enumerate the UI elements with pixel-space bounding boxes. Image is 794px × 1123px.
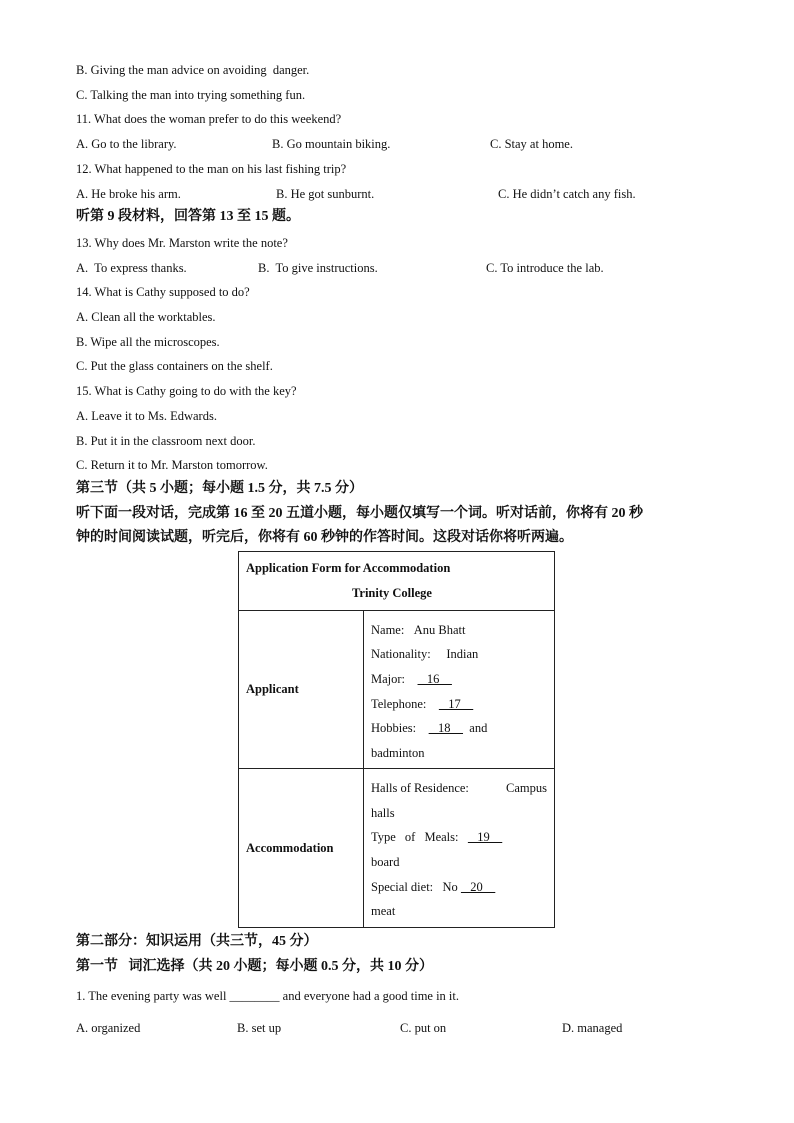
application-form-table: [238, 551, 555, 928]
q12-option-b: B. He got sunburnt.: [276, 187, 375, 201]
part2-heading: 第二部分：知识运用（共三节，45 分）: [76, 934, 318, 949]
q12-option-c: C. He didn’t catch any fish.: [498, 187, 636, 201]
diet-row: [371, 875, 547, 900]
question-15: 15. What is Cathy going to do with the key?: [76, 384, 297, 398]
telephone-label: Telephone:: [371, 696, 427, 711]
major-row: [371, 667, 547, 692]
vocab-question-1: 1. The evening party was well ________ and everyone had a good time in it.: [76, 989, 460, 1003]
nationality-row: [371, 642, 547, 667]
nationality-value: Indian: [446, 647, 479, 662]
accommodation-label: Accommodation: [239, 769, 364, 928]
halls-label: Halls of Residence:: [371, 781, 469, 796]
meals-row: [371, 825, 547, 850]
line-option-b: B. Giving the man advice on avoiding danger.: [76, 63, 310, 77]
q11-option-c: C. Stay at home.: [490, 137, 573, 151]
question-11: 11. What does the woman prefer to do this weekend?: [76, 112, 342, 126]
applicant-details: [364, 611, 555, 769]
telephone-row: [371, 692, 547, 717]
form-title-cell: [239, 552, 555, 611]
diet-blank: 20: [460, 879, 496, 894]
q13-option-b: B. To give instructions.: [258, 261, 378, 275]
diet-no: No: [442, 879, 458, 894]
q14-option-c: C. Put the glass containers on the shelf.: [76, 359, 273, 373]
question-12: 12. What happened to the man on his last fishing trip?: [76, 162, 347, 176]
hobbies-blank: 18: [428, 721, 464, 736]
q14-option-b: B. Wipe all the microscopes.: [76, 335, 220, 349]
telephone-blank: 17: [438, 696, 474, 711]
instructions-line-2: 钟的时间阅读试题，听完后，你将有 60 秒钟的作答时间。这段对话你将听两遍。: [76, 530, 573, 545]
question-13: 13. Why does Mr. Marston write the note?: [76, 236, 288, 250]
meals-label: Type of Meals:: [371, 830, 459, 845]
halls-row: [371, 776, 547, 801]
v1-option-b: B. set up: [237, 1021, 282, 1035]
meals-continuation: board: [371, 855, 400, 869]
hobbies-label: Hobbies:: [371, 721, 417, 736]
q14-option-a: A. Clean all the worktables.: [76, 310, 216, 324]
q12-option-a: A. He broke his arm.: [76, 187, 181, 201]
instructions-line-1: 听下面一段对话，完成第 16 至 20 五道小题，每小题仅填写一个词。听对话前，你将有 20 秒: [76, 506, 643, 521]
q15-option-a: A. Leave it to Ms. Edwards.: [76, 409, 217, 423]
accommodation-details: [364, 769, 555, 928]
q15-option-b: B. Put it in the classroom next door.: [76, 434, 256, 448]
form-title: Application Form for Accommodation: [246, 561, 451, 575]
major-label: Major:: [371, 671, 406, 686]
name-label: Name:: [371, 622, 405, 637]
section-heading-9: 听第 9 段材料，回答第 13 至 15 题。: [76, 209, 300, 224]
q13-option-c: C. To introduce the lab.: [486, 261, 604, 275]
v1-option-d: D. managed: [562, 1021, 623, 1035]
line-option-c: C. Talking the man into trying something fun.: [76, 88, 306, 102]
q13-option-a: A. To express thanks.: [76, 261, 187, 275]
halls-value: Campus: [506, 781, 547, 796]
q15-option-c: C. Return it to Mr. Marston tomorrow.: [76, 458, 268, 472]
major-blank: 16: [417, 671, 452, 686]
v1-option-a: A. organized: [76, 1021, 141, 1035]
name-value: Anu Bhatt: [413, 622, 466, 637]
question-14: 14. What is Cathy supposed to do?: [76, 285, 250, 299]
applicant-label: Applicant: [239, 611, 364, 769]
name-row: [371, 618, 547, 643]
diet-label: Special diet:: [371, 879, 434, 894]
hobbies-row: [371, 716, 547, 741]
part3-heading: 第三节（共 5 小题；每小题 1.5 分，共 7.5 分）: [76, 481, 363, 496]
section1-heading: 第一节 词汇选择（共 20 小题；每小题 0.5 分，共 10 分）: [76, 959, 433, 974]
hobbies-and: and: [469, 721, 488, 736]
hobbies-continuation: badminton: [371, 745, 425, 760]
v1-option-c: C. put on: [400, 1021, 447, 1035]
nationality-label: Nationality:: [371, 647, 431, 662]
meals-blank: 19: [467, 830, 503, 845]
q11-option-a: A. Go to the library.: [76, 137, 177, 151]
diet-continuation: meat: [371, 904, 396, 919]
form-subtitle: Trinity College: [352, 586, 432, 600]
q11-option-b: B. Go mountain biking.: [272, 137, 391, 151]
halls-continuation: halls: [371, 805, 395, 820]
